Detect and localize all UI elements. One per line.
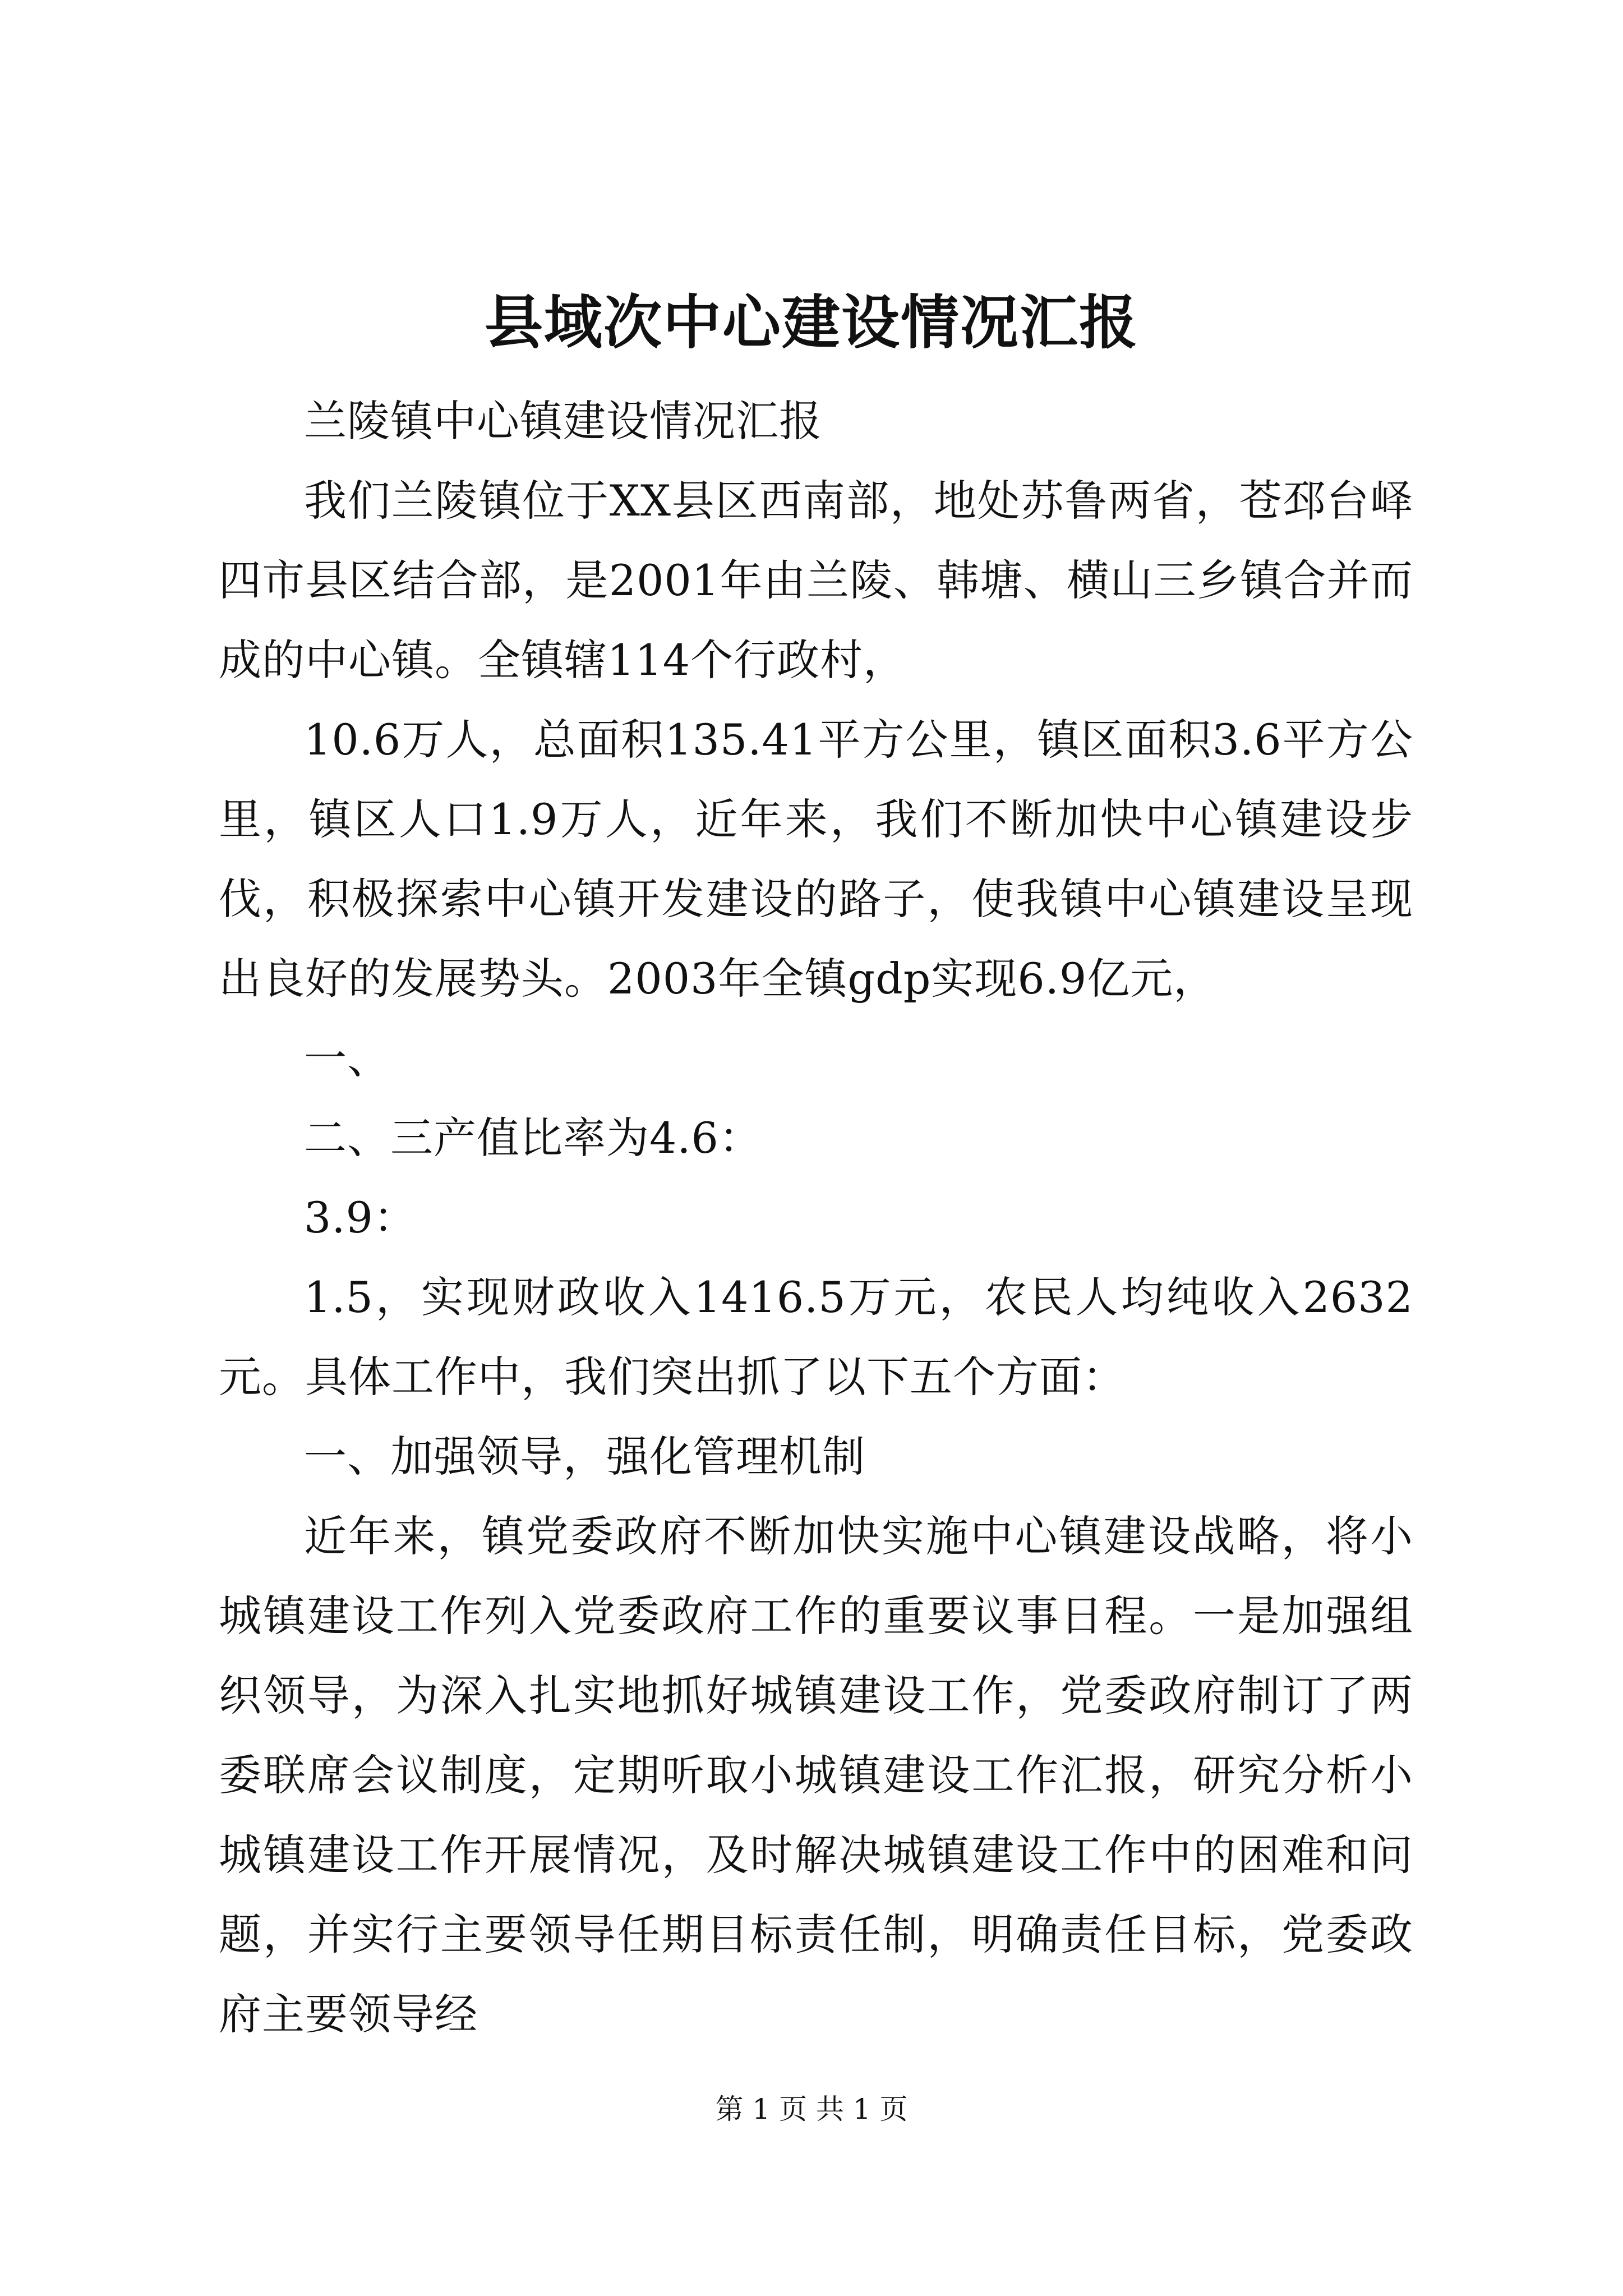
document-title: 县域次中心建设情况汇报 (484, 288, 1138, 357)
paragraph-leadership: 近年来，镇党委政府不断加快实施中心镇建设战略，将小城镇建设工作列入党委政府工作的重要议事日程。一是加强组织领导，为深入扎实地抓好城镇建设工作，党委政府制订了两委联席会议制度，定期听取小城镇建设工作汇报，研究分析小城镇建设工作开展情况，及时解决城镇建设工作中的困难和问题，并实行主要领导任期目标责任制，明确责任目标，党委政府主要领导经 (219, 1511, 1413, 2039)
paragraph-revenue: 1.5，实现财政收入1416.5万元，农民人均纯收入2632元。具体工作中，我们突出抓了以下五个方面： (219, 1272, 1413, 1402)
paragraph-item-one: 一、 (304, 1033, 390, 1083)
paragraph-subtitle: 兰陵镇中心镇建设情况汇报 (304, 396, 822, 446)
paragraph-population: 10.6万人，总面积135.41平方公里，镇区面积3.6平方公里，镇区人口1.9万人，近年来，我们不断加快中心镇建设步伐，积极探索中心镇开发建设的路子，使我镇中心镇建设呈现出良好的发展势头。2003年全镇gdp实现6.9亿元， (219, 715, 1413, 1004)
section-heading: 一、加强领导，强化管理机制 (304, 1432, 865, 1481)
document-body (219, 381, 1413, 2054)
page-footer: 第 1 页 共 1 页 (715, 2093, 908, 2125)
paragraph-ratio: 二、三产值比率为4.6： (304, 1113, 762, 1163)
paragraph-intro: 我们兰陵镇位于XX县区西南部，地处苏鲁两省，苍邳台峄四市县区结合部，是2001年由兰陵、韩塘、横山三乡镇合并而成的中心镇。全镇辖114个行政村， (219, 476, 1413, 685)
paragraph-ratio-cont: 3.9： (304, 1193, 417, 1243)
